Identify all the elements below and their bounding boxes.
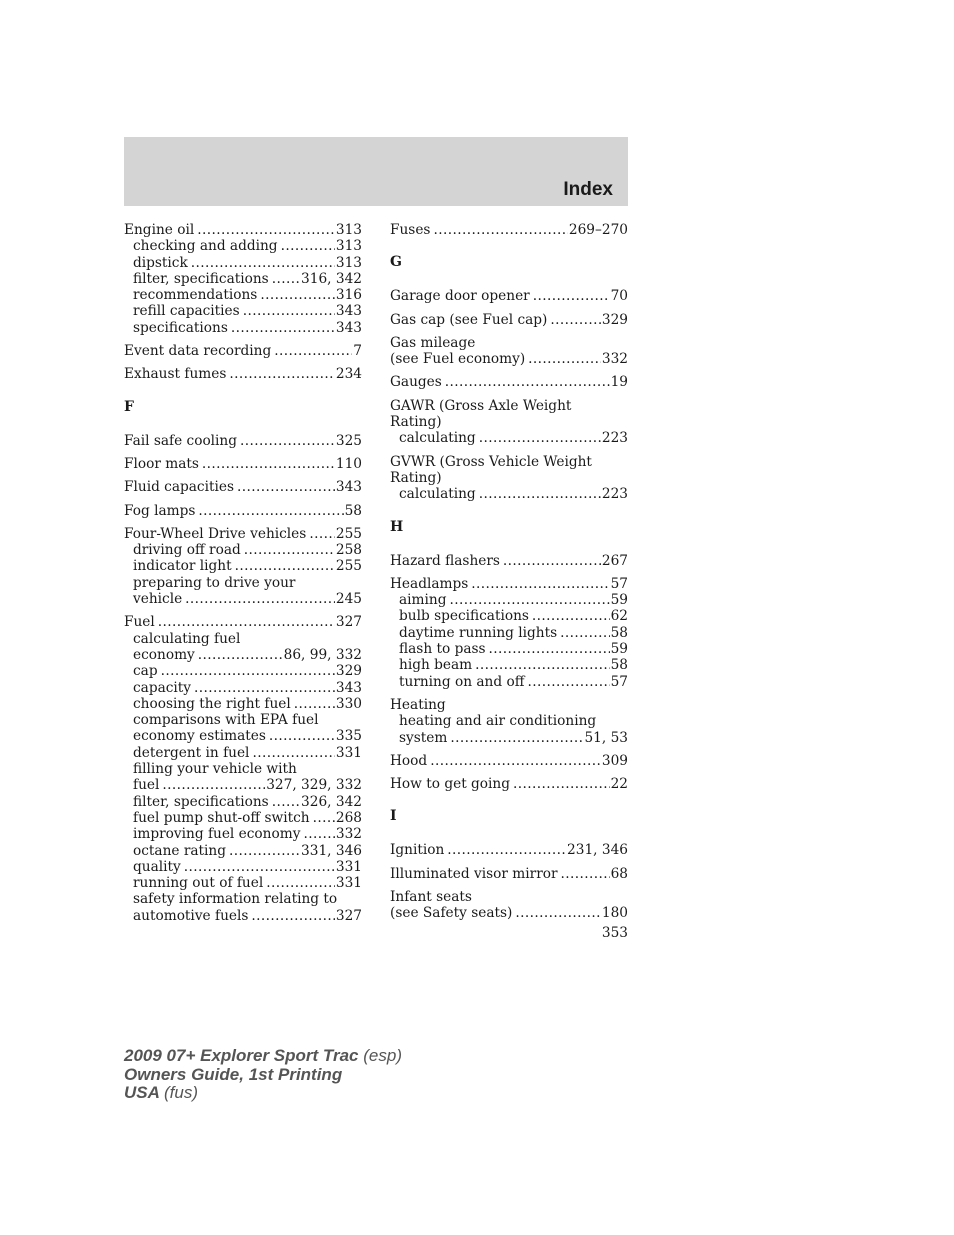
index-term bbox=[390, 866, 628, 882]
index-subentry bbox=[124, 631, 362, 647]
index-term bbox=[124, 614, 362, 630]
entry-label: economy bbox=[133, 646, 195, 663]
index-term bbox=[390, 553, 628, 569]
footer-model: 2009 07+ Explorer Sport Trac bbox=[124, 1046, 359, 1065]
index-term bbox=[390, 288, 628, 304]
index-entry bbox=[124, 479, 362, 495]
entry-page-ref: 86, 99, 332 bbox=[283, 646, 362, 663]
dot-leader bbox=[198, 503, 343, 519]
index-entry bbox=[124, 503, 362, 519]
entry-page-ref: 331, 346 bbox=[301, 842, 362, 859]
index-term bbox=[390, 697, 628, 713]
index-subentry bbox=[390, 430, 628, 446]
entry-label: Gas mileage bbox=[390, 334, 476, 351]
dot-leader bbox=[309, 526, 335, 542]
index-subentry bbox=[390, 608, 628, 624]
dot-leader bbox=[550, 312, 600, 328]
dot-leader bbox=[251, 908, 334, 924]
entry-label: Heating bbox=[390, 696, 446, 713]
entry-label: Headlamps bbox=[390, 575, 469, 592]
index-entry bbox=[124, 456, 362, 472]
entry-page-ref: 329 bbox=[601, 311, 628, 328]
entry-label: aiming bbox=[399, 592, 447, 609]
entry-label: Gas cap (see Fuel cap) bbox=[390, 311, 548, 328]
entry-label: Gauges bbox=[390, 374, 442, 391]
entry-label: calculating fuel bbox=[133, 630, 241, 647]
dot-leader bbox=[561, 866, 610, 882]
entry-label: economy estimates bbox=[133, 728, 266, 745]
dot-leader bbox=[503, 553, 601, 569]
dot-leader bbox=[185, 591, 335, 607]
entry-page-ref: 231, 346 bbox=[567, 842, 628, 859]
index-subentry bbox=[124, 575, 362, 591]
index-subentry bbox=[124, 843, 362, 859]
index-subentry bbox=[124, 891, 362, 907]
index-subentry bbox=[124, 875, 362, 891]
entry-label: (see Fuel economy) bbox=[390, 351, 526, 368]
index-subentry bbox=[124, 591, 362, 607]
index-term bbox=[124, 366, 362, 382]
footer-line-2 bbox=[124, 1066, 402, 1085]
index-entry bbox=[390, 866, 628, 882]
dot-leader bbox=[475, 657, 609, 673]
entry-label: Floor mats bbox=[124, 455, 199, 472]
index-subentry bbox=[124, 761, 362, 777]
index-term bbox=[390, 889, 628, 905]
dot-leader bbox=[158, 614, 335, 630]
dot-leader bbox=[252, 745, 334, 761]
entry-page-ref: 258 bbox=[335, 542, 362, 559]
index-column-left bbox=[124, 222, 362, 931]
entry-label: GAWR (Gross Axle Weight bbox=[390, 397, 572, 414]
index-subentry bbox=[124, 287, 362, 303]
entry-label: How to get going bbox=[390, 776, 511, 793]
entry-page-ref: 57 bbox=[610, 673, 628, 690]
dot-leader bbox=[272, 794, 300, 810]
entry-label: Rating) bbox=[390, 414, 442, 431]
entry-page-ref: 316 bbox=[335, 287, 362, 304]
entry-label: fuel bbox=[133, 777, 160, 794]
entry-page-ref: 110 bbox=[335, 455, 362, 472]
entry-label: automotive fuels bbox=[133, 907, 249, 924]
entry-label: dipstick bbox=[133, 254, 188, 271]
entry-label: flash to pass bbox=[399, 641, 486, 658]
index-term bbox=[124, 222, 362, 238]
entry-page-ref: 332 bbox=[601, 351, 628, 368]
dot-leader bbox=[269, 728, 335, 744]
entry-label: filling your vehicle with bbox=[133, 761, 297, 778]
entry-page-ref: 332 bbox=[335, 826, 362, 843]
dot-leader bbox=[240, 433, 335, 449]
dot-leader bbox=[527, 674, 609, 690]
dot-leader bbox=[447, 842, 566, 858]
index-subentry bbox=[124, 728, 362, 744]
dot-leader bbox=[229, 843, 300, 859]
entry-page-ref: 62 bbox=[610, 608, 628, 625]
index-subentry bbox=[124, 680, 362, 696]
index-subentry bbox=[124, 303, 362, 319]
dot-leader bbox=[560, 625, 609, 641]
entry-label: driving off road bbox=[133, 542, 241, 559]
dot-leader bbox=[479, 430, 601, 446]
entry-page-ref: 327, 329, 332 bbox=[266, 777, 362, 794]
index-term bbox=[390, 753, 628, 769]
entry-label: GVWR (Gross Vehicle Weight bbox=[390, 453, 592, 470]
dot-leader bbox=[191, 255, 335, 271]
entry-page-ref: 57 bbox=[610, 575, 628, 592]
dot-leader bbox=[184, 859, 335, 875]
index-entry bbox=[390, 697, 628, 746]
entry-label: Rating) bbox=[390, 469, 442, 486]
dot-leader bbox=[303, 826, 334, 842]
entry-page-ref: 234 bbox=[335, 366, 362, 383]
entry-page-ref: 22 bbox=[610, 776, 628, 793]
index-term bbox=[390, 454, 628, 470]
index-entry bbox=[390, 288, 628, 304]
index-entry bbox=[390, 454, 628, 503]
entry-page-ref: 59 bbox=[610, 592, 628, 609]
index-entry bbox=[390, 398, 628, 447]
index-term bbox=[124, 456, 362, 472]
dot-leader bbox=[244, 542, 335, 558]
dot-leader bbox=[313, 810, 335, 826]
entry-page-ref: 343 bbox=[335, 303, 362, 320]
index-term bbox=[390, 842, 628, 858]
entry-page-ref: 327 bbox=[335, 907, 362, 924]
entry-label: indicator light bbox=[133, 558, 232, 575]
index-subentry bbox=[390, 730, 628, 746]
entry-page-ref: 326, 342 bbox=[301, 793, 362, 810]
entry-page-ref: 59 bbox=[610, 641, 628, 658]
entry-label: filter, specifications bbox=[133, 270, 269, 287]
entry-page-ref: 343 bbox=[335, 679, 362, 696]
entry-page-ref: 7 bbox=[353, 343, 362, 360]
dot-leader bbox=[235, 558, 335, 574]
entry-page-ref: 58 bbox=[344, 502, 362, 519]
dot-leader bbox=[274, 343, 352, 359]
entry-label: detergent in fuel bbox=[133, 744, 250, 761]
entry-page-ref: 313 bbox=[335, 222, 362, 238]
index-subentry bbox=[390, 625, 628, 641]
entry-label: preparing to drive your bbox=[133, 574, 296, 591]
index-subentry bbox=[390, 486, 628, 502]
entry-page-ref: 316, 342 bbox=[301, 270, 362, 287]
entry-page-ref: 325 bbox=[335, 432, 362, 449]
index-term bbox=[390, 776, 628, 792]
footer-line-1 bbox=[124, 1047, 402, 1066]
entry-label: Fog lamps bbox=[124, 502, 196, 519]
entry-page-ref: 331 bbox=[335, 744, 362, 761]
dot-leader bbox=[197, 222, 335, 238]
footer-market-code: (fus) bbox=[164, 1083, 198, 1102]
footer-model-code: (esp) bbox=[363, 1046, 402, 1065]
index-term bbox=[124, 343, 362, 359]
index-column-right bbox=[390, 222, 628, 929]
dot-leader bbox=[266, 875, 335, 891]
index-term bbox=[390, 470, 628, 486]
entry-page-ref: 267 bbox=[601, 552, 628, 569]
index-term bbox=[390, 374, 628, 390]
index-entry bbox=[390, 553, 628, 569]
entry-page-ref: 327 bbox=[335, 614, 362, 631]
index-entry bbox=[124, 222, 362, 336]
dot-leader bbox=[433, 222, 567, 238]
dot-leader bbox=[198, 647, 283, 663]
dot-leader bbox=[513, 776, 610, 792]
entry-page-ref: 330 bbox=[335, 695, 362, 712]
index-subentry bbox=[390, 674, 628, 690]
entry-label: specifications bbox=[133, 319, 228, 336]
index-subentry bbox=[124, 663, 362, 679]
entry-page-ref: 68 bbox=[610, 865, 628, 882]
index-subentry bbox=[390, 713, 628, 729]
entry-page-ref: 313 bbox=[335, 254, 362, 271]
dot-leader bbox=[237, 479, 335, 495]
entry-label: (see Safety seats) bbox=[390, 905, 513, 922]
index-subentry bbox=[124, 542, 362, 558]
index-subentry bbox=[124, 810, 362, 826]
entry-label: Event data recording bbox=[124, 343, 272, 360]
entry-label: high beam bbox=[399, 657, 473, 674]
entry-label: choosing the right fuel bbox=[133, 695, 291, 712]
index-entry bbox=[390, 576, 628, 690]
entry-label: Ignition bbox=[390, 842, 445, 859]
dot-leader bbox=[243, 303, 335, 319]
entry-page-ref: 223 bbox=[601, 486, 628, 503]
entry-page-ref: 313 bbox=[335, 238, 362, 255]
index-term bbox=[390, 335, 628, 351]
index-entry bbox=[390, 776, 628, 792]
dot-leader bbox=[294, 696, 335, 712]
entry-page-ref: 343 bbox=[335, 319, 362, 336]
entry-label: system bbox=[399, 729, 448, 746]
entry-page-ref: 343 bbox=[335, 479, 362, 496]
entry-label: fuel pump shut-off switch bbox=[133, 809, 310, 826]
index-term bbox=[124, 526, 362, 542]
index-subentry bbox=[390, 641, 628, 657]
dot-leader bbox=[528, 351, 601, 367]
page-title: Index bbox=[563, 179, 613, 200]
entry-page-ref: 255 bbox=[335, 525, 362, 542]
index-subentry bbox=[124, 647, 362, 663]
entry-label: capacity bbox=[133, 679, 192, 696]
entry-label: recommendations bbox=[133, 287, 258, 304]
section-letter: G bbox=[390, 254, 402, 271]
entry-label: heating and air conditioning bbox=[399, 713, 597, 730]
index-subentry bbox=[124, 271, 362, 287]
entry-label: Fail safe cooling bbox=[124, 432, 238, 449]
section-letter: F bbox=[124, 398, 134, 415]
index-entry bbox=[390, 842, 628, 858]
entry-page-ref: 223 bbox=[601, 430, 628, 447]
footer-market: USA bbox=[124, 1083, 160, 1102]
index-term bbox=[390, 576, 628, 592]
dot-leader bbox=[194, 680, 335, 696]
dot-leader bbox=[479, 486, 601, 502]
index-subentry bbox=[124, 238, 362, 254]
entry-label: Engine oil bbox=[124, 222, 195, 238]
index-term bbox=[124, 503, 362, 519]
index-term bbox=[390, 312, 628, 328]
index-term bbox=[390, 351, 628, 367]
index-entry bbox=[124, 343, 362, 359]
dot-leader bbox=[281, 238, 335, 254]
dot-leader bbox=[449, 592, 609, 608]
entry-label: calculating bbox=[399, 486, 476, 503]
index-term bbox=[390, 905, 628, 921]
entry-label: filter, specifications bbox=[133, 793, 269, 810]
footer-line-3 bbox=[124, 1084, 402, 1103]
entry-label: Fuses bbox=[390, 222, 431, 238]
dot-leader bbox=[532, 608, 610, 624]
dot-leader bbox=[515, 905, 601, 921]
section-letter: H bbox=[390, 518, 404, 535]
index-entry bbox=[390, 222, 628, 238]
dot-leader bbox=[231, 320, 335, 336]
index-entry bbox=[124, 366, 362, 382]
index-subentry bbox=[124, 712, 362, 728]
index-entry bbox=[124, 526, 362, 607]
entry-label: cap bbox=[133, 663, 158, 680]
index-subentry bbox=[124, 777, 362, 793]
footer bbox=[124, 1047, 402, 1103]
dot-leader bbox=[533, 288, 610, 304]
dot-leader bbox=[489, 641, 610, 657]
index-subentry bbox=[124, 908, 362, 924]
entry-label: Hazard flashers bbox=[390, 552, 500, 569]
page-number: 353 bbox=[601, 925, 628, 941]
index-subentry bbox=[124, 859, 362, 875]
entry-page-ref: 335 bbox=[335, 728, 362, 745]
entry-label: Fuel bbox=[124, 614, 155, 631]
index-subentry bbox=[124, 696, 362, 712]
index-entry bbox=[390, 753, 628, 769]
entry-page-ref: 329 bbox=[335, 663, 362, 680]
index-subentry bbox=[124, 826, 362, 842]
entry-page-ref: 58 bbox=[610, 657, 628, 674]
entry-label: running out of fuel bbox=[133, 875, 264, 892]
entry-label: refill capacities bbox=[133, 303, 240, 320]
entry-label: checking and adding bbox=[133, 238, 278, 255]
entry-label: vehicle bbox=[133, 591, 183, 608]
index-term bbox=[390, 222, 628, 238]
entry-page-ref: 51, 53 bbox=[584, 729, 628, 746]
entry-page-ref: 58 bbox=[610, 624, 628, 641]
dot-leader bbox=[272, 271, 300, 287]
entry-label: Illuminated visor mirror bbox=[390, 865, 558, 882]
entry-label: bulb specifications bbox=[399, 608, 529, 625]
entry-label: octane rating bbox=[133, 842, 226, 859]
entry-label: safety information relating to bbox=[133, 891, 338, 908]
dot-leader bbox=[471, 576, 609, 592]
dot-leader bbox=[260, 287, 335, 303]
entry-label: calculating bbox=[399, 430, 476, 447]
footer-guide: Owners Guide, 1st Printing bbox=[124, 1064, 343, 1084]
entry-page-ref: 331 bbox=[335, 875, 362, 892]
dot-leader bbox=[430, 753, 601, 769]
index-entry bbox=[124, 614, 362, 924]
entry-page-ref: 245 bbox=[335, 591, 362, 608]
header-band bbox=[124, 137, 628, 206]
index-subentry bbox=[390, 592, 628, 608]
entry-page-ref: 269–270 bbox=[568, 222, 628, 238]
entry-label: turning on and off bbox=[399, 673, 525, 690]
entry-label: comparisons with EPA fuel bbox=[133, 712, 319, 729]
index-entry bbox=[390, 312, 628, 328]
entry-page-ref: 70 bbox=[610, 288, 628, 305]
section-letter: I bbox=[390, 808, 397, 825]
dot-leader bbox=[229, 366, 334, 382]
index-entry bbox=[124, 433, 362, 449]
index-subentry bbox=[124, 558, 362, 574]
entry-label: Hood bbox=[390, 752, 428, 769]
entry-label: Garage door opener bbox=[390, 288, 530, 305]
index-entry bbox=[390, 374, 628, 390]
entry-label: daytime running lights bbox=[399, 624, 558, 641]
index-subentry bbox=[124, 255, 362, 271]
entry-page-ref: 309 bbox=[601, 752, 628, 769]
entry-page-ref: 255 bbox=[335, 558, 362, 575]
dot-leader bbox=[202, 456, 335, 472]
index-term bbox=[390, 398, 628, 414]
entry-label: quality bbox=[133, 858, 181, 875]
index-term bbox=[124, 433, 362, 449]
index-entry bbox=[390, 889, 628, 922]
index-subentry bbox=[124, 320, 362, 336]
entry-page-ref: 331 bbox=[335, 858, 362, 875]
index-entry bbox=[390, 335, 628, 368]
dot-leader bbox=[162, 777, 265, 793]
index-subentry bbox=[124, 794, 362, 810]
dot-leader bbox=[161, 663, 335, 679]
index-term bbox=[390, 414, 628, 430]
dot-leader bbox=[450, 730, 583, 746]
entry-label: Fluid capacities bbox=[124, 479, 234, 496]
entry-page-ref: 180 bbox=[601, 905, 628, 922]
entry-label: improving fuel economy bbox=[133, 826, 301, 843]
dot-leader bbox=[445, 374, 610, 390]
index-subentry bbox=[124, 745, 362, 761]
index-subentry bbox=[390, 657, 628, 673]
entry-label: Exhaust fumes bbox=[124, 366, 227, 383]
entry-page-ref: 19 bbox=[610, 374, 628, 391]
entry-label: Infant seats bbox=[390, 889, 472, 906]
entry-label: Four-Wheel Drive vehicles bbox=[124, 525, 307, 542]
entry-page-ref: 268 bbox=[335, 809, 362, 826]
index-term bbox=[124, 479, 362, 495]
